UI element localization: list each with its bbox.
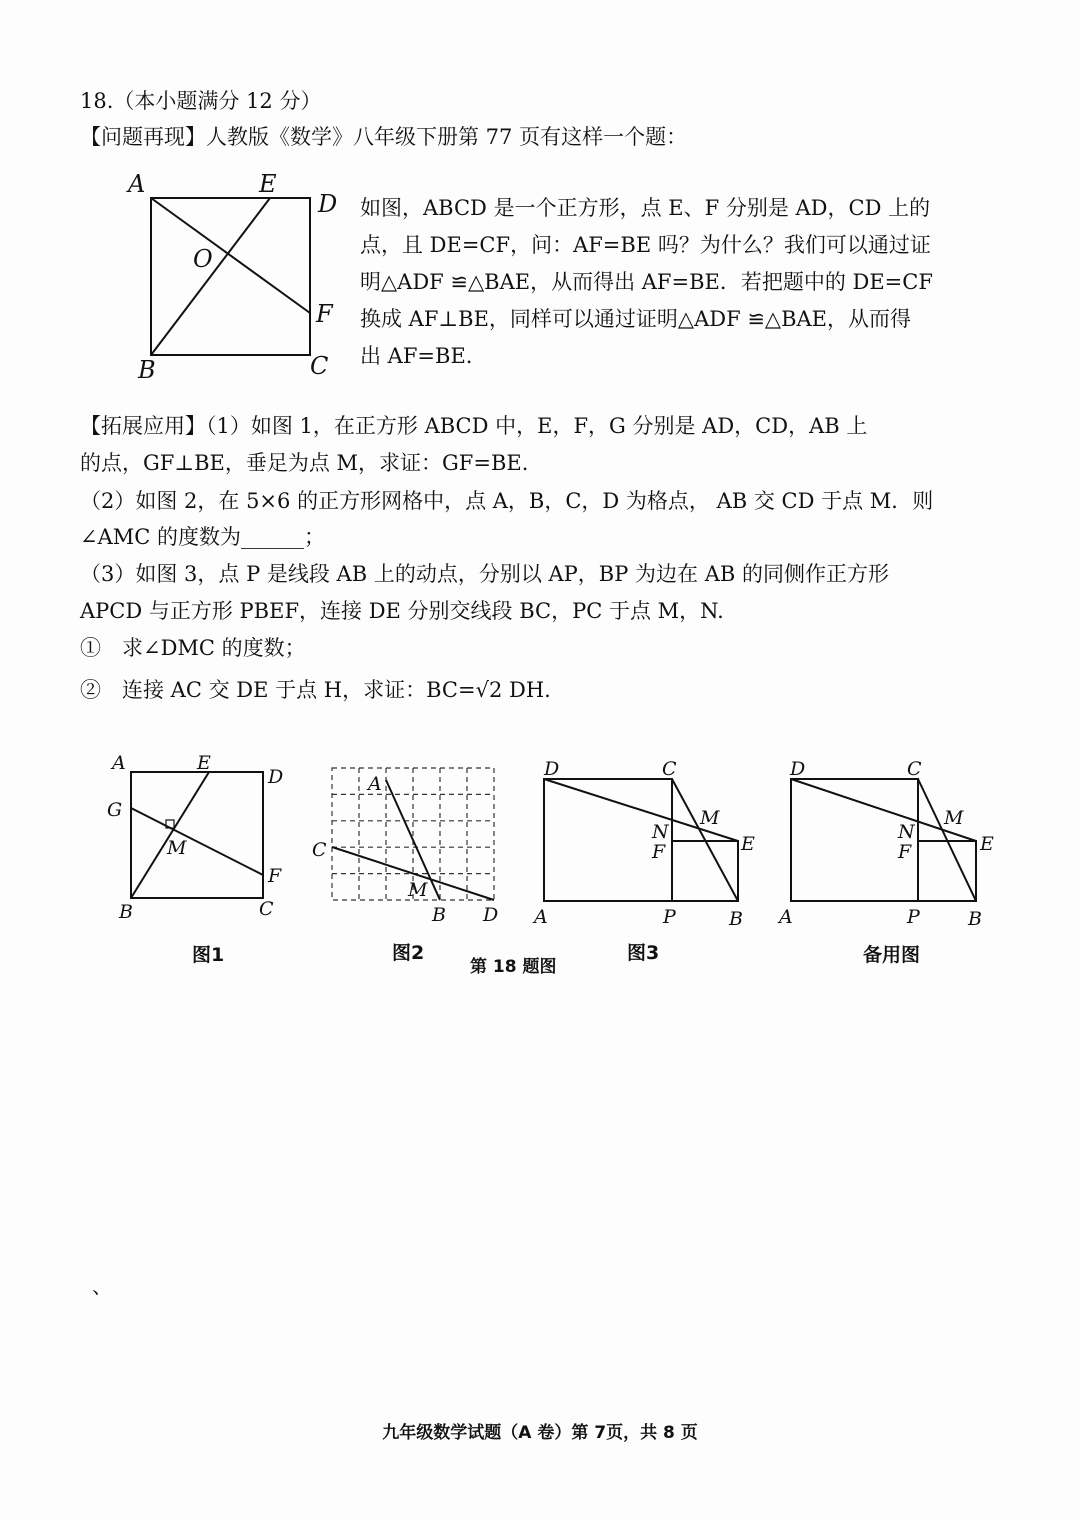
extension-line: （2）如图 2，在 5×6 的正方形网格中，点 A，B，C，D 为格点， AB 交 CD 于点 M．则	[80, 489, 934, 513]
extension-line: ∠AMC 的度数为______；	[80, 525, 326, 549]
backup-label-A: A	[779, 906, 793, 928]
extension-line: 的点，GF⊥BE，垂足为点 M，求证：GF=BE.	[80, 451, 529, 475]
fig3-label-P: P	[663, 906, 676, 928]
fig1-label-M: M	[167, 837, 187, 859]
fig3-label-N: N	[652, 821, 669, 843]
extension-line: APCD 与正方形 PBEF，连接 DE 分别交线段 BC，PC 于点 M，N.	[80, 599, 724, 623]
fig3-label-M: M	[700, 807, 720, 829]
question-header: 18.（本小题满分 12 分）	[80, 89, 322, 113]
main-label-F: F	[316, 300, 333, 328]
page-footer: 九年级数学试题（A 卷）第 7页，共 8 页	[382, 1423, 698, 1443]
problem-line: 点，且 DE=CF，问：AF=BE 吗？为什么？我们可以通过证	[360, 233, 931, 257]
main-square-figure	[120, 168, 350, 388]
caption-group: 第 18 题图	[470, 957, 557, 977]
problem-line: 如图，ABCD 是一个正方形，点 E、F 分别是 AD，CD 上的	[360, 196, 931, 220]
backup-label-M: M	[944, 807, 964, 829]
extension-line: 【拓展应用】（1）如图 1，在正方形 ABCD 中，E，F，G 分别是 AD，CD，AB 上	[80, 414, 868, 438]
extension-line: ② 连接 AC 交 DE 于点 H，求证：BC=√2 DH.	[80, 678, 551, 702]
backup-label-D: D	[790, 758, 806, 780]
fig3-label-C: C	[662, 758, 677, 780]
stray-mark: 、	[92, 1274, 112, 1298]
figure-3	[525, 755, 765, 935]
caption-fig3: 图3	[627, 942, 660, 964]
fig3-label-A: A	[534, 906, 548, 928]
fig3-label-E: E	[741, 833, 755, 855]
caption-backup: 备用图	[863, 944, 921, 966]
fig2-label-D: D	[483, 904, 499, 926]
backup-label-F: F	[898, 841, 912, 863]
caption-fig2: 图2	[392, 942, 425, 964]
problem-line: 出 AF=BE.	[360, 344, 473, 368]
main-label-O: O	[193, 245, 213, 273]
fig1-label-G: G	[107, 799, 123, 821]
backup-label-P: P	[907, 906, 920, 928]
problem-line: 换成 AF⊥BE，同样可以通过证明△ADF ≌△BAE，从而得	[360, 307, 911, 331]
fig2-label-B: B	[432, 904, 446, 926]
fig1-label-A: A	[112, 752, 126, 774]
main-label-A: A	[128, 170, 146, 198]
fig3-label-B: B	[729, 908, 743, 930]
main-label-B: B	[138, 356, 156, 384]
fig1-label-E: E	[197, 752, 211, 774]
extension-line: （3）如图 3，点 P 是线段 AB 上的动点，分别以 AP，BP 为边在 AB 的同侧作正方形	[80, 562, 889, 586]
backup-figure	[770, 755, 1010, 935]
figure-1	[100, 745, 300, 930]
fig1-label-C: C	[259, 898, 274, 920]
caption-fig1: 图1	[192, 944, 225, 966]
fig2-label-M: M	[408, 879, 428, 901]
main-label-D: D	[318, 190, 338, 218]
main-label-E: E	[259, 170, 277, 198]
problem-line: 明△ADF ≌△BAE，从而得出 AF=BE．若把题中的 DE=CF	[360, 270, 933, 294]
backup-label-N: N	[898, 821, 915, 843]
fig3-label-F: F	[652, 841, 666, 863]
fig1-label-B: B	[119, 901, 133, 923]
backup-label-B: B	[968, 908, 982, 930]
question-intro: 【问题再现】人教版《数学》八年级下册第 77 页有这样一个题：	[80, 125, 688, 149]
main-label-C: C	[310, 352, 329, 380]
fig1-label-D: D	[268, 766, 284, 788]
figure-2	[305, 755, 515, 930]
fig1-label-F: F	[268, 865, 282, 887]
extension-line: ① 求∠DMC 的度数；	[80, 636, 306, 660]
fig2-label-A: A	[368, 773, 382, 795]
backup-label-C: C	[907, 758, 922, 780]
backup-label-E: E	[980, 833, 994, 855]
fig2-label-C: C	[312, 839, 327, 861]
problem-text	[360, 190, 960, 375]
fig3-label-D: D	[544, 758, 560, 780]
